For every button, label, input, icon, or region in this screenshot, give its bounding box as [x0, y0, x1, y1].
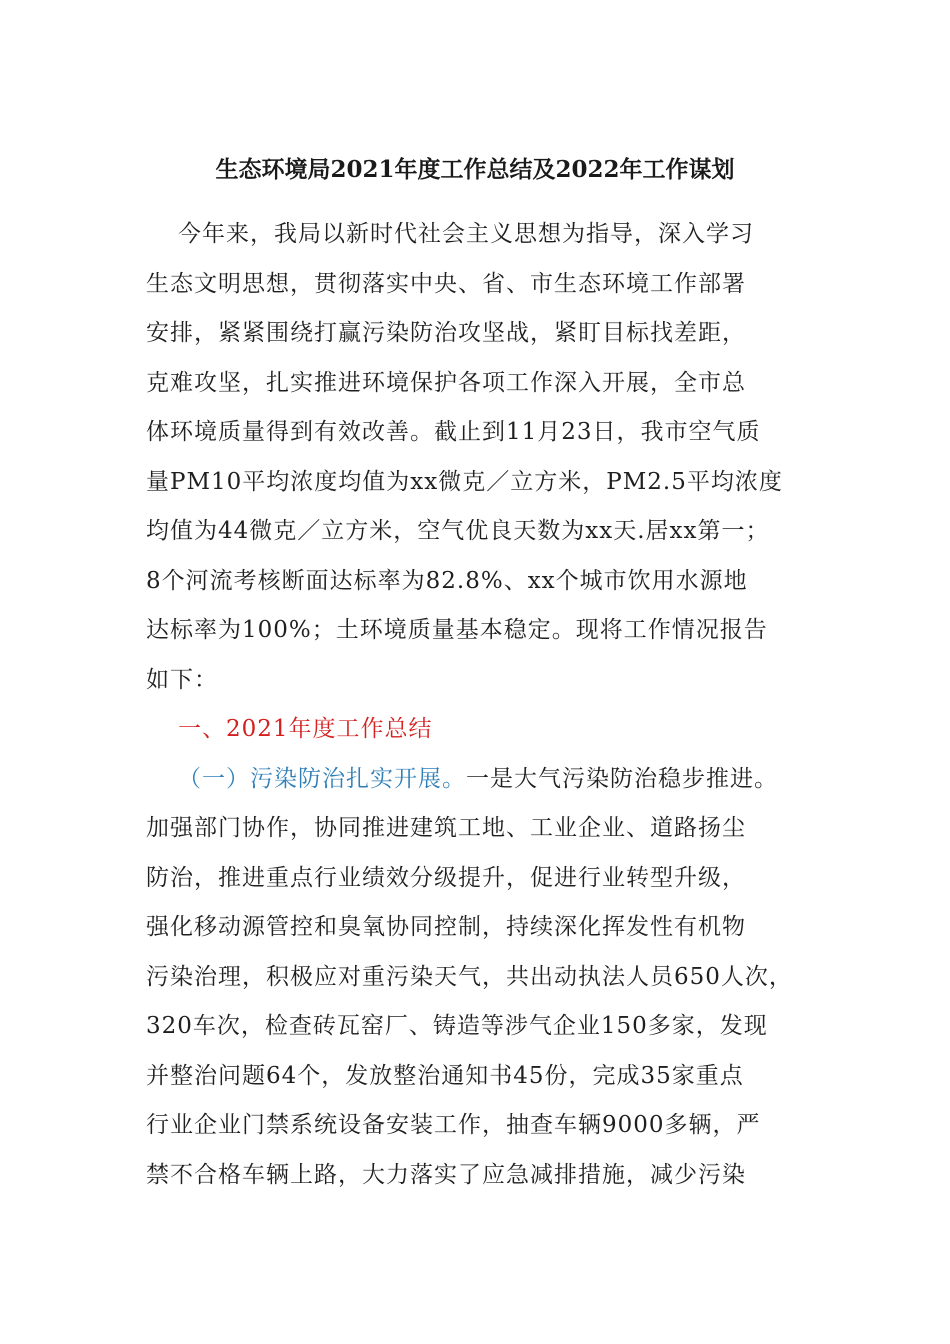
subsection-text: 一是大气污染防治稳步推进。 — [466, 765, 778, 792]
paragraph-line: 强化移动源管控和臭氧协同控制，持续深化挥发性有机物 — [146, 914, 746, 940]
paragraph-line: 行业企业门禁系统设备安装工作，抽查车辆9000多辆，严 — [146, 1112, 761, 1138]
subsection-first-line — [146, 755, 836, 805]
paragraph-line: 达标率为100%；土环境质量基本稳定。现将工作情况报告 — [146, 617, 768, 643]
paragraph-line: 如下： — [146, 666, 218, 693]
document-body — [146, 210, 836, 1200]
paragraph-line: 加强部门协作，协同推进建筑工地、工业企业、道路扬尘 — [146, 815, 746, 841]
subsection-heading: （一）污染防治扎实开展。 — [178, 765, 466, 792]
paragraph-line: 并整治问题64个，发放整治通知书45份，完成35家重点 — [146, 1062, 744, 1089]
paragraph-line: 320车次，检查砖瓦窑厂、铸造等涉气企业150多家，发现 — [146, 1013, 768, 1039]
paragraph-line: 生态文明思想，贯彻落实中央、省、市生态环境工作部署 — [146, 270, 746, 297]
paragraph-line: 量PM10平均浓度均值为xx微克／立方米，PM2.5平均浓度 — [146, 468, 783, 495]
paragraph-line: 8个河流考核断面达标率为82.8%、xx个城市饮用水源地 — [146, 567, 748, 594]
document-title: 生态环境局2021年度工作总结及2022年工作谋划 — [215, 156, 735, 183]
paragraph-line: 污染治理，积极应对重污染天气，共出动执法人员650人次， — [146, 963, 793, 990]
paragraph-line: 均值为44微克／立方米，空气优良天数为xx天.居xx第一； — [146, 518, 770, 544]
paragraph-line: 禁不合格车辆上路，大力落实了应急减排措施，减少污染 — [146, 1161, 746, 1188]
paragraph-line: 安排，紧紧围绕打赢污染防治攻坚战，紧盯目标找差距， — [146, 320, 746, 346]
paragraph-line: 克难攻坚，扎实推进环境保护各项工作深入开展，全市总 — [146, 369, 746, 396]
paragraph-line: 今年来，我局以新时代社会主义思想为指导，深入学习 — [178, 221, 754, 247]
paragraph-line: 防治，推进重点行业绩效分级提升，促进行业转型升级， — [146, 864, 746, 891]
section-heading: 一、2021年度工作总结 — [178, 716, 433, 742]
paragraph-line: 体环境质量得到有效改善。截止到11月23日，我市空气质 — [146, 419, 761, 445]
